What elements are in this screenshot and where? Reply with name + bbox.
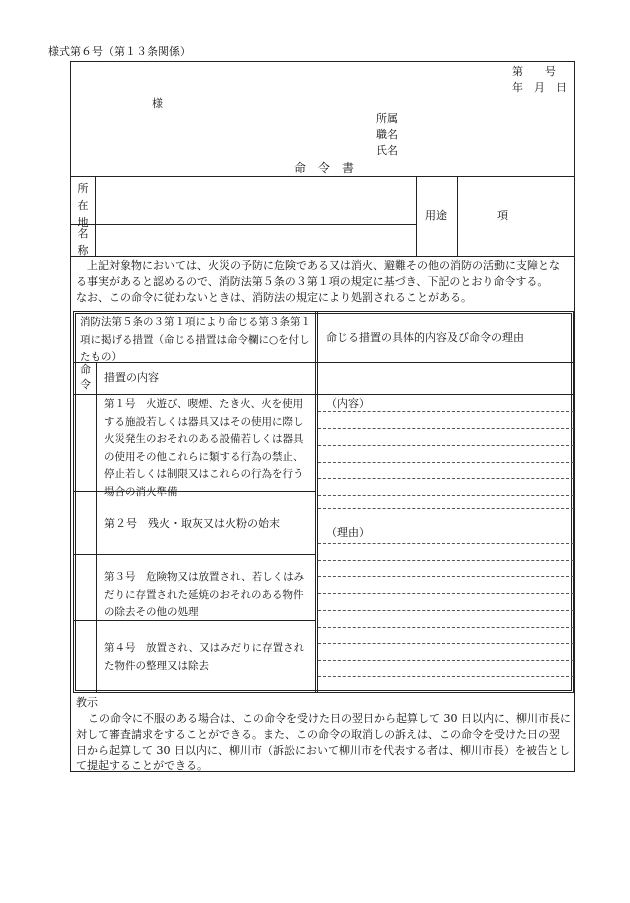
writing-line bbox=[318, 593, 574, 594]
writing-line bbox=[318, 411, 574, 412]
divider bbox=[457, 176, 458, 256]
writing-line bbox=[318, 610, 574, 611]
item-label: 項 bbox=[497, 209, 508, 222]
intro-line-2: る事実があると認めるので、消防法第５条の３第１項の規定に基づき、下記のとおり命令する。 bbox=[76, 275, 549, 288]
divider bbox=[95, 176, 96, 256]
document-date: 年 月 日 bbox=[512, 81, 567, 94]
document-number: 第 号 bbox=[512, 65, 556, 78]
use-label: 用途 bbox=[425, 209, 447, 222]
divider bbox=[96, 362, 97, 692]
divider bbox=[70, 224, 416, 225]
divider bbox=[74, 554, 315, 555]
divider bbox=[70, 176, 575, 177]
divider bbox=[315, 312, 318, 693]
writing-line bbox=[318, 560, 574, 561]
writing-line bbox=[318, 462, 574, 463]
writing-line bbox=[318, 660, 574, 661]
writing-line bbox=[318, 676, 574, 677]
measures-table bbox=[73, 311, 574, 693]
affiliation-label: 所属 bbox=[376, 112, 398, 125]
divider bbox=[70, 256, 575, 257]
position-label: 職名 bbox=[376, 128, 398, 141]
intro-line-1: 上記対象物においては、火災の予防に危険である又は消火、避難その他の消防の活動に支障とな bbox=[87, 259, 560, 272]
writing-line bbox=[318, 495, 574, 496]
writing-line bbox=[318, 643, 574, 644]
divider bbox=[74, 394, 574, 395]
instruction-line-3: 日から起算して 30 日以内に、柳川市（訴訟において柳川市を代表する者は、柳川市長）を被告とし bbox=[76, 744, 570, 757]
document-title: 命 令 書 bbox=[294, 161, 355, 175]
writing-line bbox=[318, 478, 574, 479]
form-label: 様式第６号（第１３条関係） bbox=[48, 45, 191, 58]
measures-header-left: 消防法第５条の３第１項により命じる第３条第１項に掲げる措置（命じる措置は命令欄に○を付したもの） bbox=[80, 316, 311, 363]
writing-line bbox=[318, 627, 574, 628]
divider bbox=[74, 620, 315, 621]
divider bbox=[74, 491, 315, 492]
property-name-label: 名称 bbox=[77, 227, 89, 257]
intro-line-3: なお、この命令に従わないときは、消防法の規定により処罰されることがある。 bbox=[76, 291, 472, 304]
location-label: 所在地 bbox=[77, 182, 89, 229]
content-column-label: 措置の内容 bbox=[104, 371, 159, 384]
measure-item-1: 第１号 火遊び、喫煙、たき火、火を使用する施設若しくは器具又はその使用に際し火災発生のおそれのある設備若しくは器具の使用その他これらに類する行為の禁止、停止若しくは制限又はこれらの行為を行う場合の消火準備 bbox=[104, 398, 304, 498]
addressee-suffix: 様 bbox=[152, 97, 163, 110]
measure-item-2: 第２号 残火・取灰又は火粉の始末 bbox=[104, 517, 280, 530]
divider bbox=[416, 176, 417, 256]
measure-item-4: 第４号 放置され、又はみだりに存置された物件の整理又は除去 bbox=[104, 642, 305, 672]
content-label: （内容） bbox=[326, 397, 370, 410]
writing-line bbox=[318, 576, 574, 577]
writing-line bbox=[318, 445, 574, 446]
order-column-label: 命令 bbox=[80, 363, 91, 391]
writing-line bbox=[318, 543, 574, 544]
instruction-line-4: て提起することができる。 bbox=[76, 759, 208, 772]
writing-line bbox=[318, 428, 574, 429]
name-label: 氏名 bbox=[376, 144, 398, 157]
reason-label: （理由） bbox=[326, 526, 370, 539]
instruction-line-1: この命令に不服のある場合は、この命令を受けた日の翌日から起算して 30 日以内に、柳川市長に bbox=[88, 712, 571, 725]
divider bbox=[74, 362, 574, 363]
instruction-label: 教示 bbox=[76, 696, 98, 709]
instruction-line-2: 対して審査請求をすることができる。また、この命令の取消しの訴えは、この命令を受けた日の翌 bbox=[76, 728, 560, 741]
writing-line bbox=[318, 508, 574, 509]
measures-header-right: 命じる措置の具体的内容及び命令の理由 bbox=[326, 331, 524, 344]
measure-item-3: 第３号 危険物又は放置され、若しくはみだりに存置された延焼のおそれのある物件の除去その他の処理 bbox=[104, 571, 305, 618]
